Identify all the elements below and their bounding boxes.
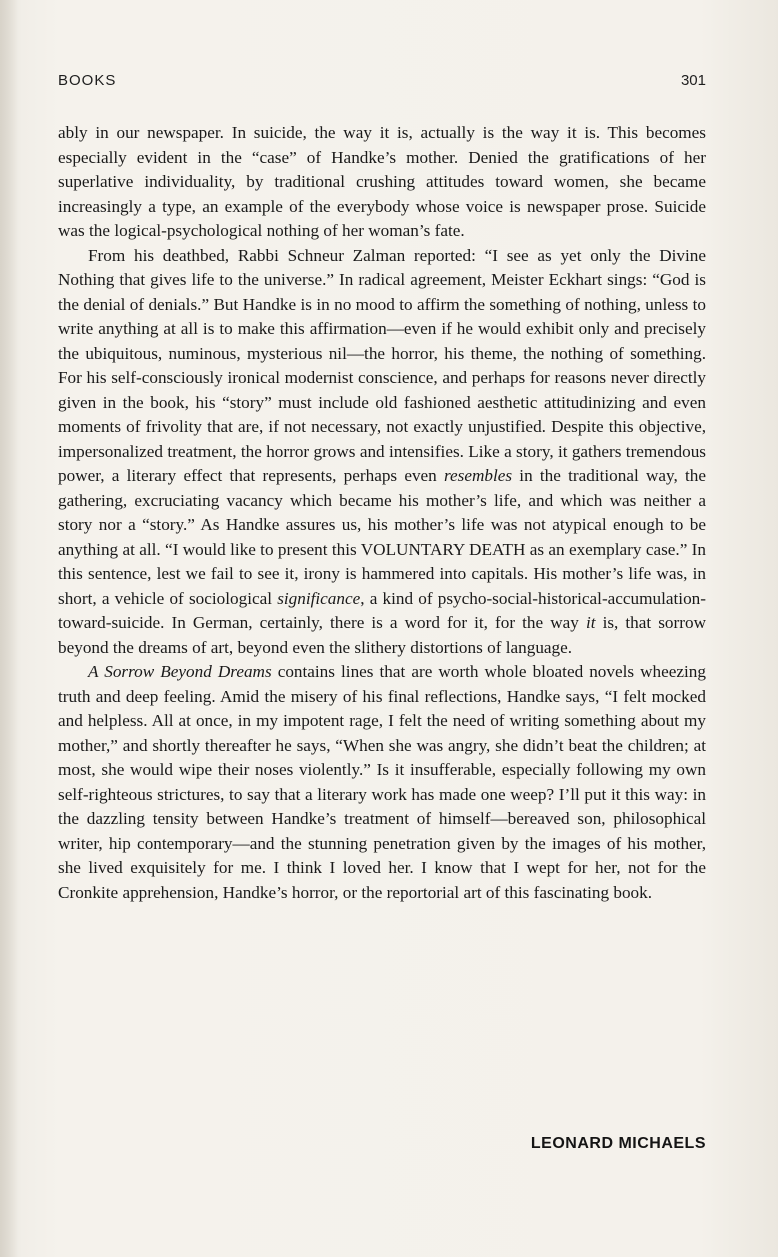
binding-shadow: [0, 0, 18, 1257]
paragraph-2: [58, 244, 706, 661]
text-run: is, that sorrow beyond the dreams of art, beyond even the slithery distortions of language.: [58, 613, 706, 657]
italic-text-run: resembles: [443, 466, 513, 485]
text-run: , a kind of psycho-social-historical-accumulation-toward-suicide. In German, certainly, there is a word for it, for the way: [58, 588, 706, 632]
italic-text-run: A Sorrow Beyond Dreams: [88, 662, 272, 681]
text-run: From his deathbed, Rabbi Schneur Zalman reported: “I see as yet only the Divine Nothing that gives life to the universe.” In radical agreement, Meister Eckhart sings: “God is the denial of denials.” But Handke is in no mood to affirm the something of nothing, unless to write anything at all is to make this affirmation—even if he would exhibit only and precisely the ubiquitous, numinous, mysterious nil—the horror, his theme, the nothing of something. For his self-consciously ironical modernist conscience, and perhaps for reasons never directly given in the book, his “story” must include old fashioned aesthetic attitudinizing and even moments of frivolity that are, if not necessary, not exactly unjustified. Despite this objective, impersonalized treatment, the horror grows and intensifies. Like a story, it gathers tremendous power, a literary effect that represents, perhaps even: [58, 245, 706, 485]
paragraph-3: [58, 660, 706, 905]
text-run: contains lines that are worth whole bloated novels wheezing truth and deep feeling. Amid the misery of his final reflections, Handke says, “I felt mocked and helpless. All at once, in my impotent rage, I felt the need of writing something about my mother,” and shortly thereafter he says, “When she was angry, she didn’t beat the children; at most, she would wipe their noses violently.” Is it insufferable, especially following my own self-righteous strictures, to say that a literary work has made one weep? I’ll put it this way: in the dazzling tensity between Handke’s treatment of himself—bereaved son, philosophical writer, hip contemporary—and the stunning penetration given by the images of his mother, she lived exquisitely for me. I think I loved her. I know that I wept for her, not for the Cronkite apprehension, Handke’s horror, or the reportorial art of this fascinating book.: [58, 662, 706, 902]
article-body: [58, 121, 706, 905]
text-run: in the traditional way, the gathering, excruciating vacancy which became his mother’s life, and which was neither a story nor a “story.” As Handke assures us, his mother’s life was not atypical enough to be anything at all. “I would like to present this VOLUNTARY DEATH as an exemplary case.” In this sentence, lest we fail to see it, irony is hammered into capitals. His mother’s life was, in short, a vehicle of sociological: [58, 466, 706, 608]
italic-text-run: it: [585, 613, 596, 632]
paragraph-1: [58, 121, 706, 244]
page-number: 301: [680, 72, 706, 89]
running-head: [58, 72, 706, 94]
author-byline: LEONARD MICHAELS: [530, 1135, 706, 1152]
section-title: BOOKS: [58, 72, 117, 89]
italic-text-run: significance: [277, 588, 361, 608]
text-run: ably in our newspaper. In suicide, the way it is, actually is the way it is. This becomes especially evident in the “case” of Handke’s mother. Denied the gratifications of her superlative individuality, by traditional crushing attitudes toward women, she became increasingly a type, an example of the everybody whose voice is newspaper prose. Suicide was the logical-psychological nothing of her woman’s fate.: [58, 123, 706, 240]
